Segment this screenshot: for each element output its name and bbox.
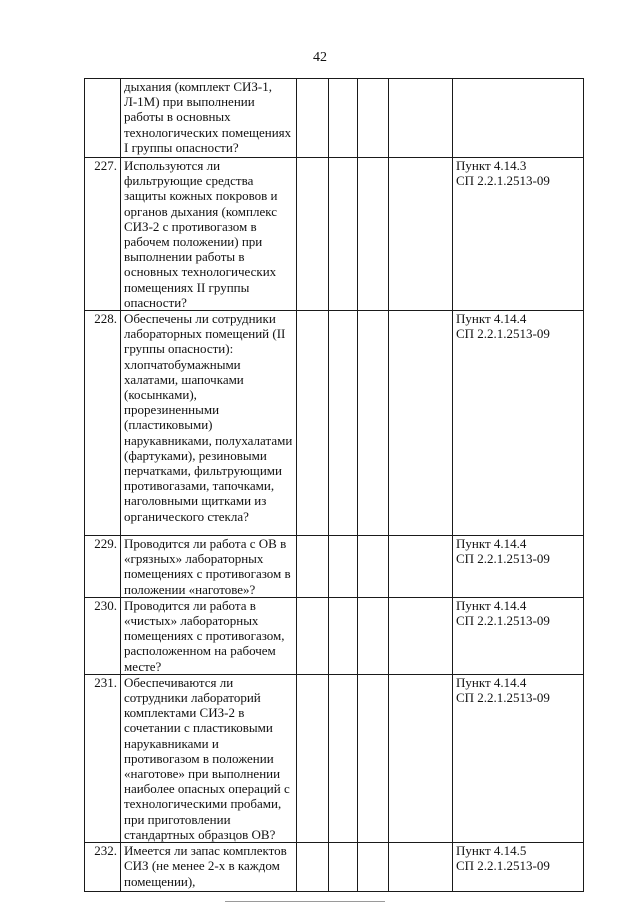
answer-cell-no bbox=[329, 311, 358, 536]
question-text: Проводится ли работа в «чистых» лабораторных помещениях с противогазом, расположенном на рабочем месте? bbox=[121, 597, 297, 674]
reference-cell bbox=[453, 843, 584, 892]
notes-cell bbox=[389, 311, 453, 536]
row-number: 232. bbox=[85, 843, 121, 892]
answer-cell-na bbox=[358, 843, 389, 892]
reference-clause: Пункт 4.14.4 bbox=[456, 674, 527, 690]
scan-edge-line bbox=[225, 901, 385, 902]
reference-clause: Пункт 4.14.5 bbox=[456, 843, 527, 859]
answer-cell-yes bbox=[297, 79, 329, 158]
answer-cell-no bbox=[329, 674, 358, 842]
notes-cell bbox=[389, 674, 453, 842]
question-text: дыхания (комплект СИЗ-1, Л-1М) при выполнении работы в основных технологических помещениях I группы опасности? bbox=[121, 79, 297, 158]
answer-cell-yes bbox=[297, 311, 329, 536]
reference-document: СП 2.2.1.2513-09 bbox=[456, 690, 550, 706]
answer-cell-no bbox=[329, 79, 358, 158]
reference-cell bbox=[453, 158, 584, 311]
table-row bbox=[85, 674, 584, 842]
question-text: Обеспечены ли сотрудники лабораторных помещений (II группы опасности): хлопчатобумажными халатами, шапочками (косынками), прорезиненными (пластиковыми) нарукавниками, полухалатами (фартуками), резиновыми перчатками, фильтрующими противогазами, тапочками, наголовными щитками из органического стекла? bbox=[121, 311, 297, 536]
answer-cell-yes bbox=[297, 158, 329, 311]
answer-cell-na bbox=[358, 597, 389, 674]
reference-cell bbox=[453, 311, 584, 536]
notes-cell bbox=[389, 843, 453, 892]
reference-document: СП 2.2.1.2513-09 bbox=[456, 551, 550, 567]
reference-document: СП 2.2.1.2513-09 bbox=[456, 858, 550, 874]
row-number: 229. bbox=[85, 536, 121, 598]
answer-cell-no bbox=[329, 843, 358, 892]
table-row bbox=[85, 79, 584, 158]
reference-clause: Пункт 4.14.4 bbox=[456, 536, 527, 552]
table-row bbox=[85, 536, 584, 598]
table-row bbox=[85, 597, 584, 674]
answer-cell-na bbox=[358, 311, 389, 536]
reference-clause: Пункт 4.14.3 bbox=[456, 158, 527, 173]
answer-cell-na bbox=[358, 79, 389, 158]
question-text: Обеспечиваются ли сотрудники лабораторий комплектами СИЗ-2 в сочетании с пластиковыми нарукавниками и противогазом в положении «наготове» при выполнении наиболее опасных операций с технологическими пробами, при приготовлении стандартных образцов ОВ? bbox=[121, 674, 297, 842]
answer-cell-na bbox=[358, 158, 389, 311]
notes-cell bbox=[389, 79, 453, 158]
question-text: Используются ли фильтрующие средства защиты кожных покровов и органов дыхания (комплекс СИЗ-2 с противогазом в рабочем положении) при выполнении работы в основных технологических помещениях II группы опасности? bbox=[121, 158, 297, 311]
reference-document: СП 2.2.1.2513-09 bbox=[456, 613, 550, 629]
row-number: 231. bbox=[85, 674, 121, 842]
reference-cell bbox=[453, 536, 584, 598]
answer-cell-yes bbox=[297, 843, 329, 892]
answer-cell-no bbox=[329, 158, 358, 311]
answer-cell-yes bbox=[297, 597, 329, 674]
reference-document: СП 2.2.1.2513-09 bbox=[456, 326, 550, 342]
answer-cell-na bbox=[358, 536, 389, 598]
reference-cell bbox=[453, 674, 584, 842]
answer-cell-no bbox=[329, 597, 358, 674]
question-text: Имеется ли запас комплектов СИЗ (не менее 2-х в каждом помещении), bbox=[121, 843, 297, 892]
notes-cell bbox=[389, 597, 453, 674]
answer-cell-yes bbox=[297, 536, 329, 598]
answer-cell-no bbox=[329, 536, 358, 598]
reference-cell bbox=[453, 597, 584, 674]
question-text: Проводится ли работа с ОВ в «грязных» лабораторных помещениях с противогазом в положении «наготове»? bbox=[121, 536, 297, 598]
notes-cell bbox=[389, 158, 453, 311]
row-number: 227. bbox=[85, 158, 121, 311]
table-row bbox=[85, 843, 584, 892]
row-number: 228. bbox=[85, 311, 121, 536]
reference-clause: Пункт 4.14.4 bbox=[456, 597, 527, 613]
table-row bbox=[85, 311, 584, 536]
checklist-table bbox=[84, 78, 584, 892]
answer-cell-yes bbox=[297, 674, 329, 842]
row-number: 230. bbox=[85, 597, 121, 674]
notes-cell bbox=[389, 536, 453, 598]
table-row bbox=[85, 158, 584, 311]
page-number: 42 bbox=[313, 50, 327, 65]
reference-cell bbox=[453, 79, 584, 158]
answer-cell-na bbox=[358, 674, 389, 842]
reference-clause: Пункт 4.14.4 bbox=[456, 311, 527, 327]
reference-document: СП 2.2.1.2513-09 bbox=[456, 173, 550, 189]
row-number bbox=[85, 79, 121, 158]
